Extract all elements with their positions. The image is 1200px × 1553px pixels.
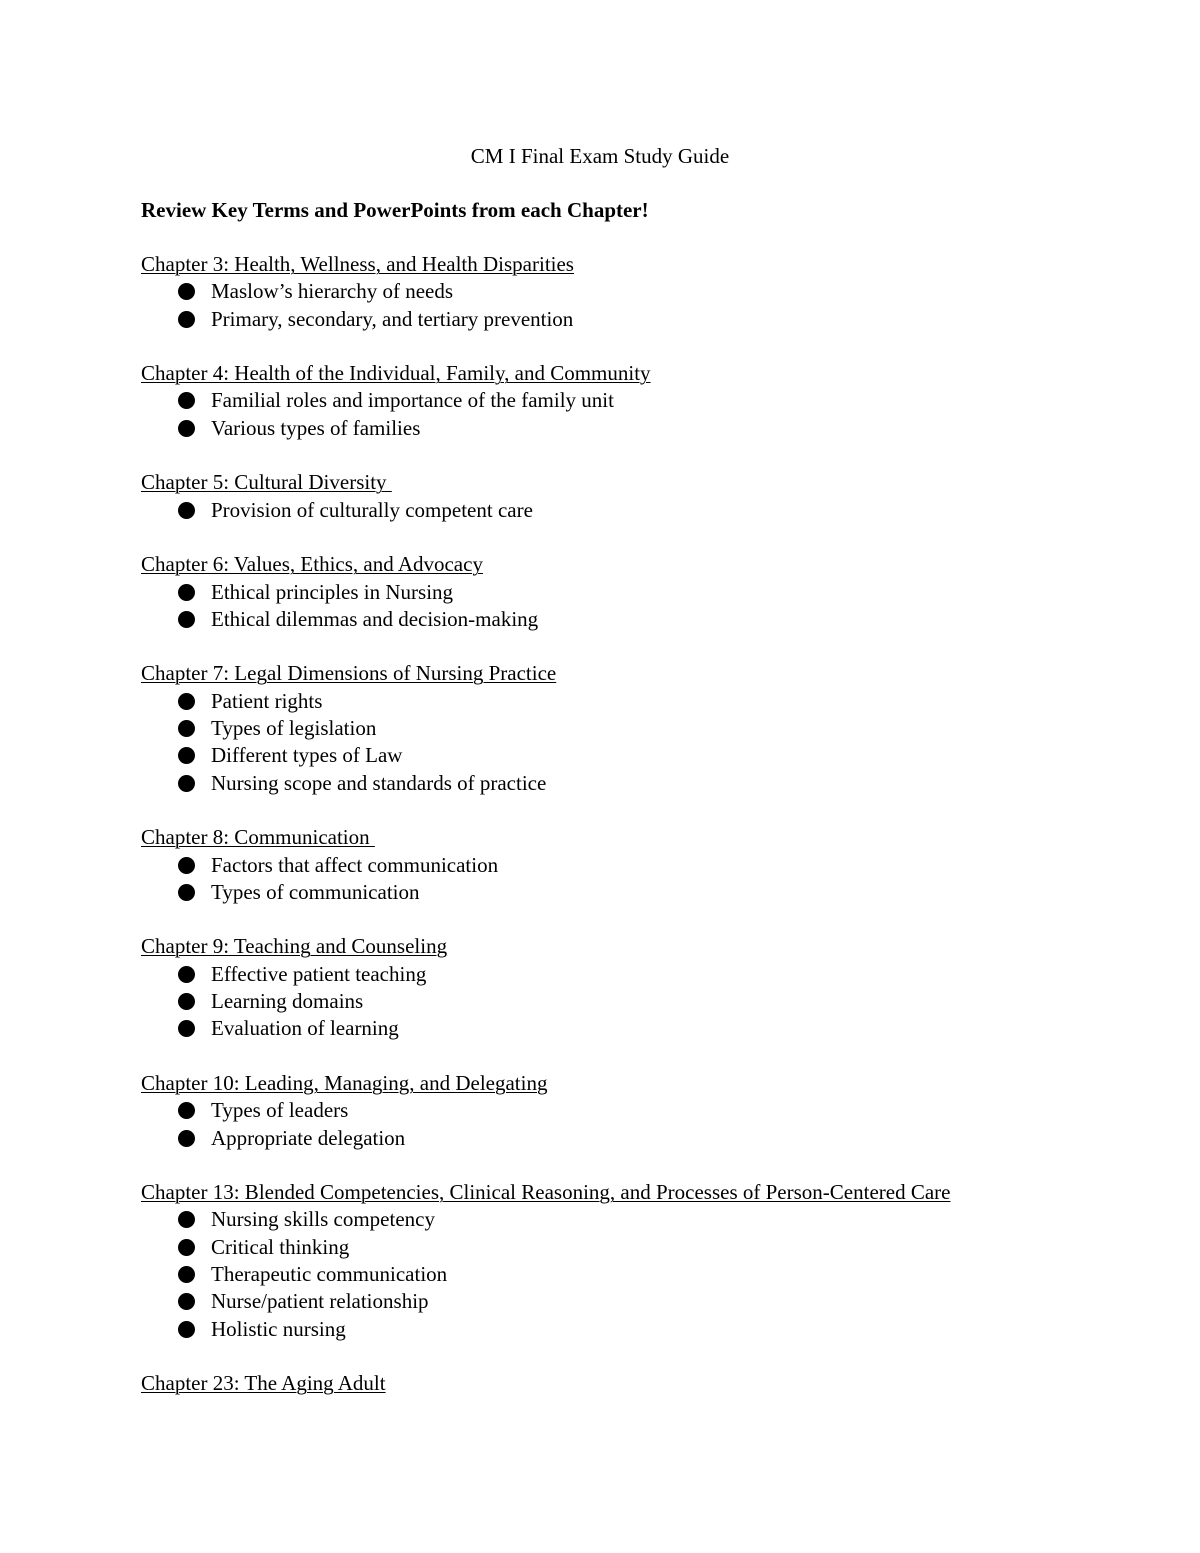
bullet-list <box>141 852 1141 907</box>
bullet-item <box>141 742 1141 769</box>
bullet-dot-icon <box>178 392 195 409</box>
bullet-list <box>141 387 1141 442</box>
bullet-dot-icon <box>178 1102 195 1119</box>
bullet-item <box>141 879 1141 906</box>
bullet-dot-icon <box>178 966 195 983</box>
bullet-list <box>141 278 1141 333</box>
bullet-dot-icon <box>178 1130 195 1147</box>
chapter-section <box>141 469 1141 524</box>
document-title: CM I Final Exam Study Guide <box>470 144 730 168</box>
bullet-item <box>141 1206 1141 1233</box>
bullet-item <box>141 852 1141 879</box>
bullet-list <box>141 579 1141 634</box>
bullet-item <box>141 579 1141 606</box>
bullet-item <box>141 988 1141 1015</box>
bullet-dot-icon <box>178 1020 195 1037</box>
bullet-text: Holistic nursing <box>211 1316 346 1341</box>
bullet-item <box>141 715 1141 742</box>
bullet-item <box>141 1288 1141 1315</box>
bullet-text: Ethical principles in Nursing <box>211 579 454 604</box>
bullet-list <box>141 688 1141 797</box>
chapter-section <box>141 360 1141 442</box>
bullet-text: Types of leaders <box>211 1098 349 1123</box>
bullet-text: Nurse/patient relationship <box>211 1289 429 1314</box>
bullet-item <box>141 306 1141 333</box>
bullet-dot-icon <box>178 311 195 328</box>
chapter-heading: Chapter 9: Teaching and Counseling <box>141 934 448 959</box>
bullet-item <box>141 606 1141 633</box>
bullet-text: Patient rights <box>211 688 323 713</box>
bullet-dot-icon <box>178 693 195 710</box>
chapter-heading: Chapter 23: The Aging Adult <box>141 1371 386 1396</box>
bullet-dot-icon <box>178 993 195 1010</box>
chapter-section <box>141 933 1141 1042</box>
bullet-text: Ethical dilemmas and decision-making <box>211 606 539 631</box>
bullet-dot-icon <box>178 857 195 874</box>
bullet-text: Familial roles and importance of the family unit <box>211 388 614 413</box>
bullet-dot-icon <box>178 611 195 628</box>
bullet-text: Types of communication <box>211 879 420 904</box>
bullet-item <box>141 1125 1141 1152</box>
chapter-heading: Chapter 7: Legal Dimensions of Nursing Practice <box>141 661 557 686</box>
chapter-heading: Chapter 10: Leading, Managing, and Delegating <box>141 1070 548 1095</box>
bullet-item <box>141 1234 1141 1261</box>
document-subtitle: Review Key Terms and PowerPoints from each Chapter! <box>141 198 649 222</box>
chapter-section <box>141 824 1141 906</box>
bullet-dot-icon <box>178 502 195 519</box>
chapter-section <box>141 1179 1141 1343</box>
bullet-text: Learning domains <box>211 989 364 1014</box>
bullet-list <box>141 497 1141 524</box>
bullet-text: Appropriate delegation <box>211 1125 406 1150</box>
bullet-dot-icon <box>178 584 195 601</box>
chapter-section <box>141 1370 1141 1397</box>
bullet-item <box>141 688 1141 715</box>
chapter-sections <box>141 251 1141 1425</box>
bullet-text: Therapeutic communication <box>211 1261 448 1286</box>
bullet-text: Evaluation of learning <box>211 1016 399 1041</box>
bullet-text: Maslow’s hierarchy of needs <box>211 279 454 304</box>
bullet-list <box>141 961 1141 1043</box>
bullet-item <box>141 770 1141 797</box>
bullet-text: Factors that affect communication <box>211 852 499 877</box>
chapter-section <box>141 660 1141 796</box>
bullet-text: Different types of Law <box>211 743 403 768</box>
chapter-section <box>141 251 1141 333</box>
bullet-text: Types of legislation <box>211 716 377 741</box>
bullet-dot-icon <box>178 884 195 901</box>
chapter-heading: Chapter 6: Values, Ethics, and Advocacy <box>141 552 483 577</box>
bullet-item <box>141 1097 1141 1124</box>
chapter-section <box>141 1070 1141 1152</box>
bullet-item <box>141 387 1141 414</box>
bullet-dot-icon <box>178 1239 195 1256</box>
bullet-dot-icon <box>178 1211 195 1228</box>
bullet-dot-icon <box>178 747 195 764</box>
chapter-heading: Chapter 5: Cultural Diversity <box>141 470 392 495</box>
chapter-heading: Chapter 4: Health of the Individual, Family, and Community <box>141 361 651 386</box>
bullet-list <box>141 1097 1141 1152</box>
bullet-item <box>141 497 1141 524</box>
bullet-dot-icon <box>178 1293 195 1310</box>
bullet-text: Provision of culturally competent care <box>211 497 533 522</box>
bullet-text: Effective patient teaching <box>211 961 427 986</box>
bullet-dot-icon <box>178 1321 195 1338</box>
bullet-item <box>141 415 1141 442</box>
bullet-item <box>141 1015 1141 1042</box>
chapter-section <box>141 551 1141 633</box>
bullet-text: Primary, secondary, and tertiary prevention <box>211 306 574 331</box>
bullet-list <box>141 1206 1141 1342</box>
bullet-item <box>141 1261 1141 1288</box>
bullet-item <box>141 961 1141 988</box>
chapter-heading: Chapter 8: Communication <box>141 825 375 850</box>
bullet-dot-icon <box>178 420 195 437</box>
bullet-dot-icon <box>178 283 195 300</box>
bullet-dot-icon <box>178 720 195 737</box>
chapter-heading: Chapter 13: Blended Competencies, Clinical Reasoning, and Processes of Person-Centered Care <box>141 1180 951 1205</box>
bullet-text: Critical thinking <box>211 1234 350 1259</box>
bullet-text: Nursing skills competency <box>211 1207 435 1232</box>
bullet-text: Nursing scope and standards of practice <box>211 770 547 795</box>
bullet-dot-icon <box>178 1266 195 1283</box>
bullet-text: Various types of families <box>211 415 421 440</box>
bullet-dot-icon <box>178 775 195 792</box>
bullet-item <box>141 1316 1141 1343</box>
chapter-heading: Chapter 3: Health, Wellness, and Health Disparities <box>141 252 574 276</box>
bullet-item <box>141 278 1141 305</box>
